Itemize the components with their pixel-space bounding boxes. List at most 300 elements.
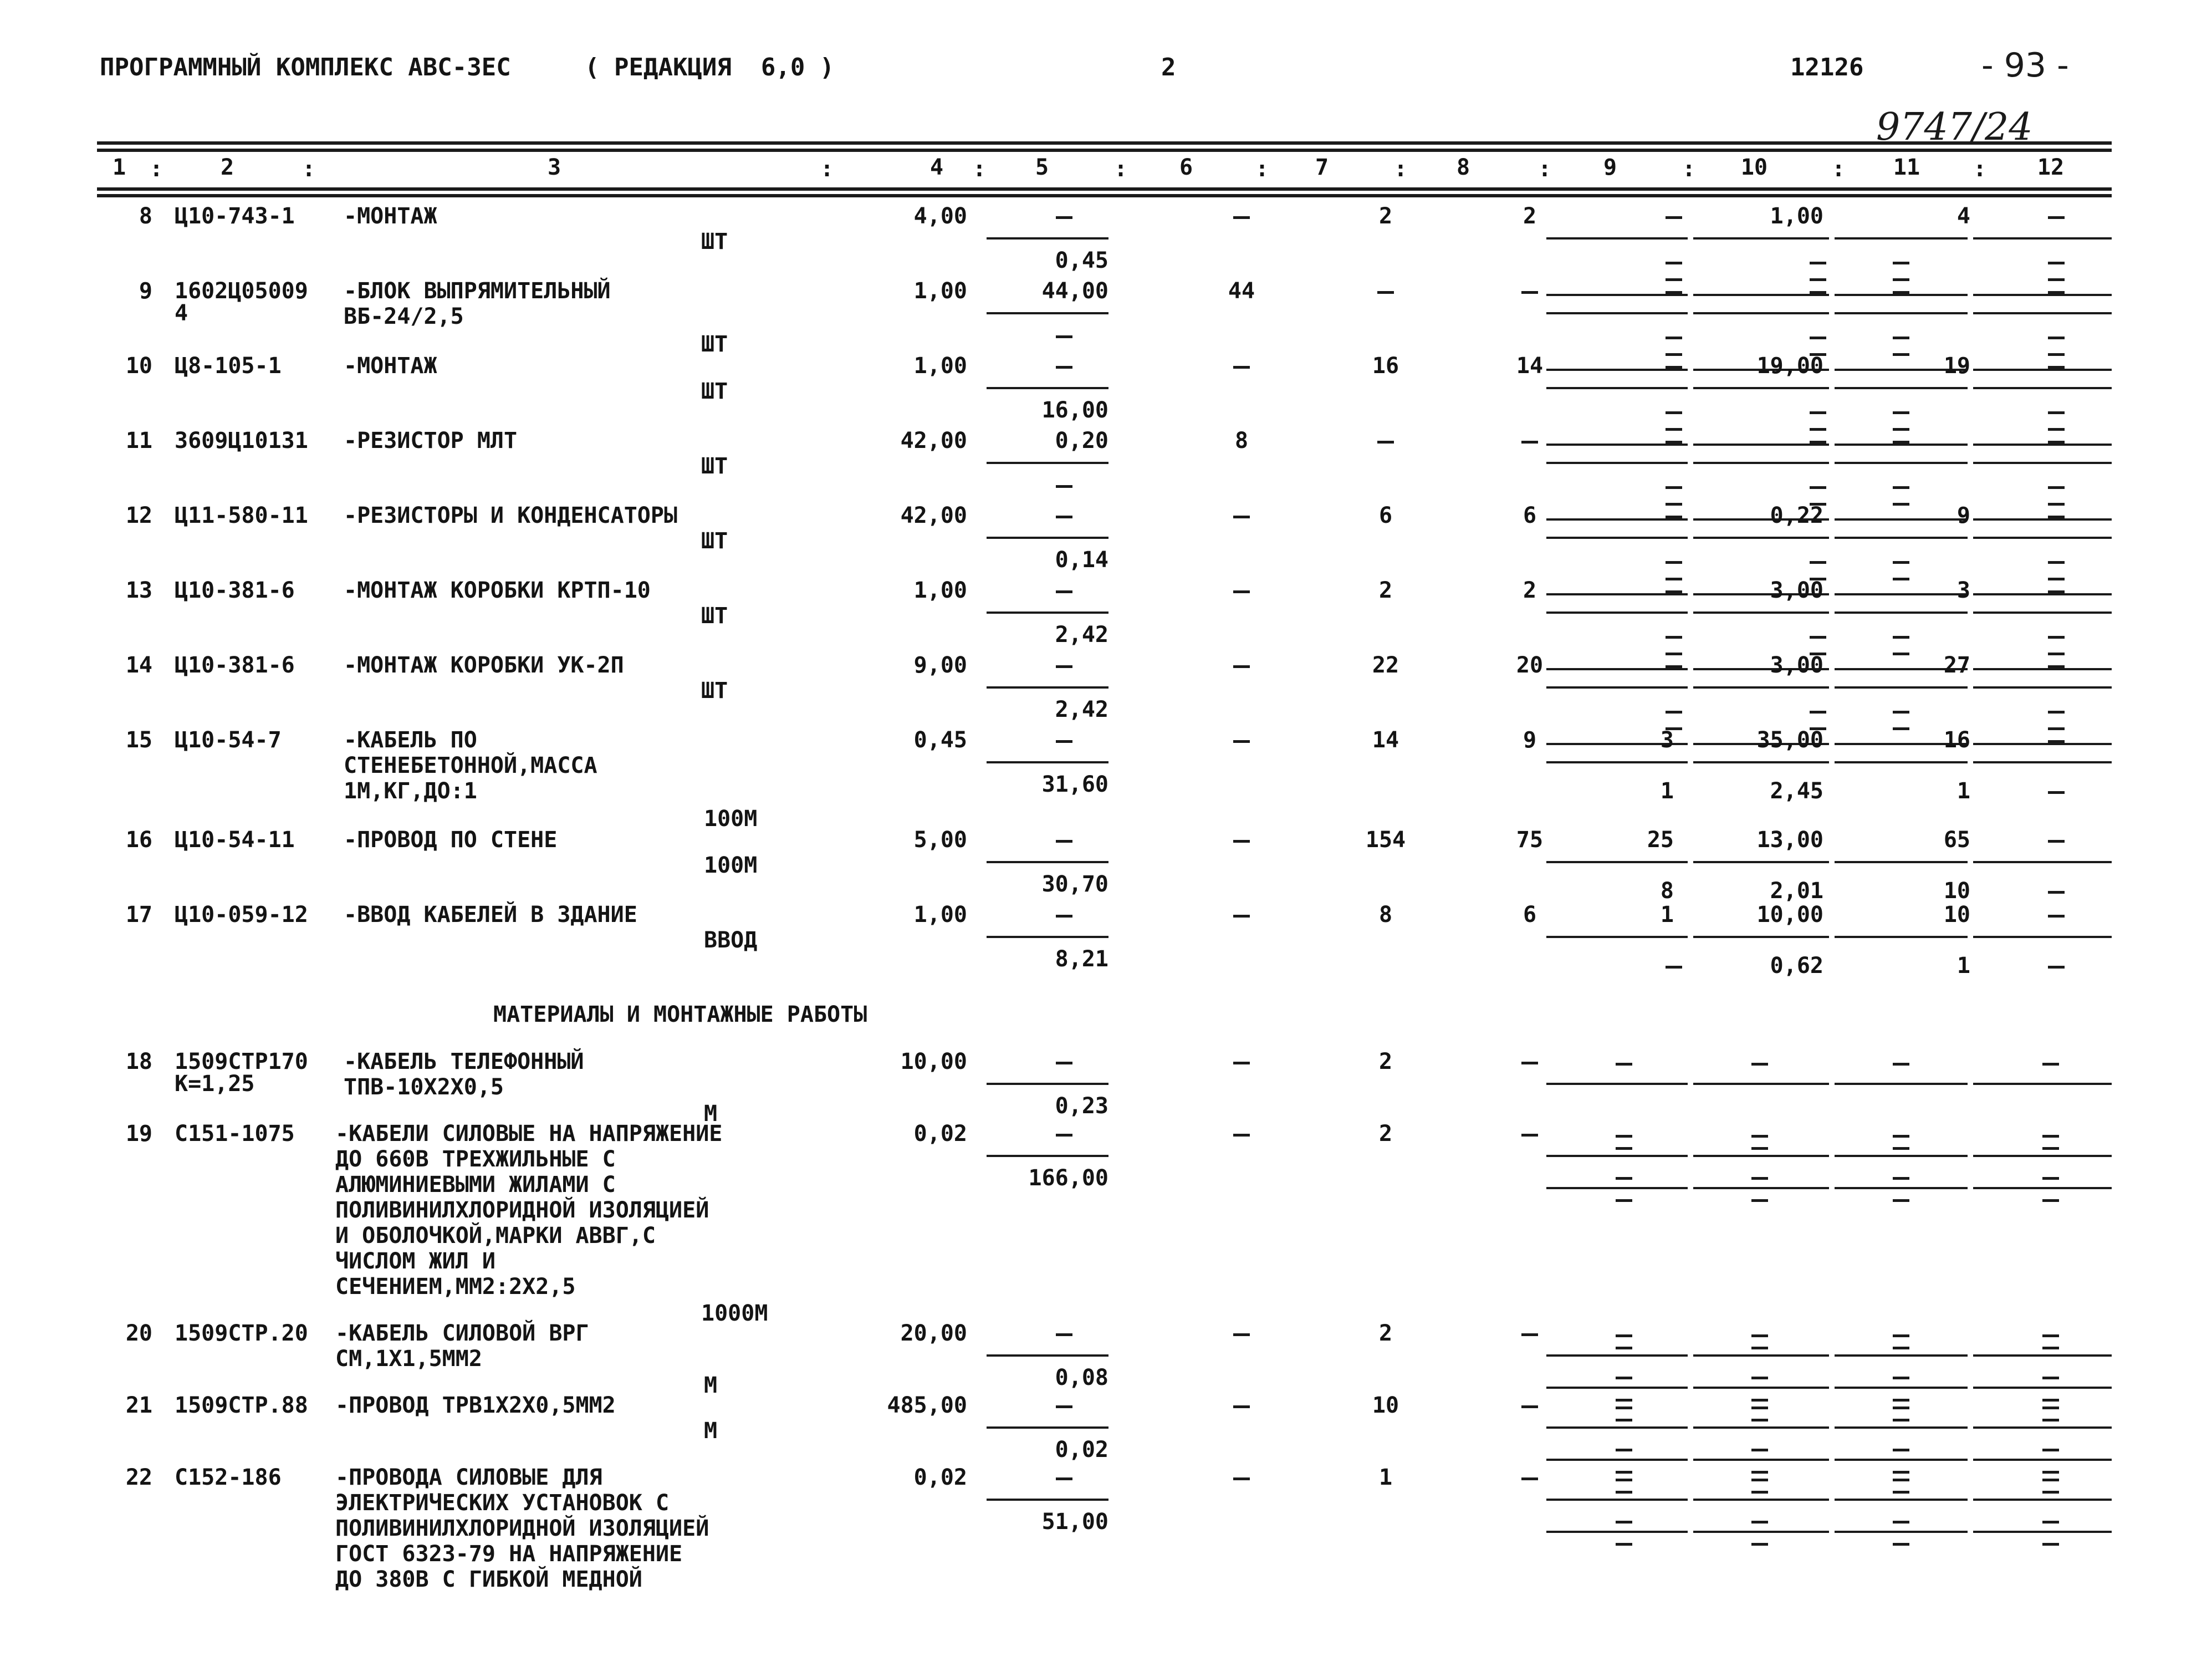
empty-cell-dash <box>2042 1407 2059 1409</box>
col8-value: 75 <box>1516 827 1544 853</box>
col8-value: 14 <box>1516 353 1544 379</box>
c9-rule <box>1546 294 1688 296</box>
c12-value <box>2048 441 2065 444</box>
c12-rule <box>1973 462 2112 464</box>
c9-value <box>1666 291 1682 294</box>
stack-rule <box>1973 1426 2112 1429</box>
empty-cell-dash <box>1751 1135 1768 1138</box>
col5-value <box>1056 590 1072 593</box>
col6-value <box>1233 1333 1250 1336</box>
empty-cell-dash <box>1893 1147 1909 1150</box>
quantity: 0,02 <box>913 1121 967 1147</box>
resource-code: Ц11-580-11 <box>175 503 308 528</box>
c10-value: 3,00 <box>1770 578 1823 603</box>
c9-value: 25 <box>1647 827 1674 853</box>
stack-rule <box>1835 1187 1968 1189</box>
quantity: 1,00 <box>913 578 967 603</box>
col7-value <box>1377 441 1394 444</box>
col5-value: 51,00 <box>1041 1509 1108 1535</box>
item-name: И ОБОЛОЧКОЙ,МАРКИ АВВГ,С <box>335 1223 656 1249</box>
c12-value <box>2048 891 2065 894</box>
c9-value <box>1666 411 1682 414</box>
col5-rule <box>987 387 1108 389</box>
item-name: -ПРОВОД ПО СТЕНЕ <box>344 827 558 853</box>
c10-value <box>1810 441 1826 444</box>
col5-rule <box>987 936 1108 938</box>
col5-value <box>1056 1333 1072 1336</box>
column-header: 2 <box>220 155 234 180</box>
col5-value <box>1056 915 1072 918</box>
c11-value <box>1893 337 1909 339</box>
col8-value <box>1521 1405 1538 1408</box>
c11-rule <box>1835 444 1968 446</box>
c10-value: 35,00 <box>1756 727 1823 753</box>
item-name: -МОНТАЖ <box>344 203 437 229</box>
c11-value: 27 <box>1943 653 1970 678</box>
empty-cell-dash <box>1751 1521 1768 1523</box>
empty-cell-dash <box>1893 1521 1909 1523</box>
c12-rule <box>1973 537 2112 539</box>
empty-cell-dash <box>1893 1399 1909 1402</box>
c10-rule <box>1693 387 1829 389</box>
c11-rule <box>1835 462 1968 464</box>
c9-rule <box>1546 612 1688 614</box>
c12-rule <box>1973 518 2112 521</box>
col5-rule <box>987 1354 1108 1357</box>
quantity: 42,00 <box>900 428 967 454</box>
empty-cell-dash <box>1751 1177 1768 1180</box>
column-header: 8 <box>1456 155 1470 180</box>
resource-code: 1509СТР.20 <box>175 1321 308 1346</box>
empty-cell-dash <box>1893 1334 1909 1337</box>
col5-value <box>1056 485 1072 488</box>
c12-value <box>2048 740 2065 743</box>
c10-value: 13,00 <box>1756 827 1823 853</box>
col6-value <box>1233 915 1250 918</box>
c12-rule <box>1973 668 2112 670</box>
column-separator: : <box>1255 156 1269 182</box>
col6-value: 8 <box>1234 428 1249 454</box>
column-header: 1 <box>112 155 126 180</box>
stack-rule <box>1973 1531 2112 1533</box>
empty-cell-dash <box>1751 1543 1768 1546</box>
c12-rule <box>1973 761 2112 763</box>
row-number: 11 <box>125 428 152 454</box>
item-name: ПОЛИВИНИЛХЛОРИДНОЙ ИЗОЛЯЦИЕЙ <box>335 1516 709 1541</box>
col5-value <box>1056 665 1072 668</box>
resource-code: Ц10-54-11 <box>175 827 295 853</box>
c11-rule <box>1835 294 1968 296</box>
empty-cell-dash <box>2042 1347 2059 1349</box>
c12-value <box>2048 216 2065 219</box>
col6-value <box>1233 216 1250 219</box>
c11-rule <box>1835 612 1968 614</box>
col5-value: 2,42 <box>1055 622 1108 648</box>
quantity: 1,00 <box>913 902 967 928</box>
unit: 100М <box>704 853 758 878</box>
c9-value <box>1666 561 1682 564</box>
col8-value: 20 <box>1516 653 1544 678</box>
quantity: 0,45 <box>913 727 967 753</box>
column-header: 9 <box>1603 155 1617 180</box>
empty-cell-dash <box>2042 1147 2059 1150</box>
col5-rule <box>987 686 1108 689</box>
c11-value: 10 <box>1943 878 1970 904</box>
item-name: -ПРОВОДА СИЛОВЫЕ ДЛЯ <box>335 1465 602 1490</box>
document-code: 12126 <box>1790 53 1864 81</box>
c11-value <box>1893 411 1909 414</box>
empty-cell-dash <box>2042 1479 2059 1481</box>
c10-value <box>1810 337 1826 339</box>
col5-value <box>1056 1134 1072 1137</box>
unit: М <box>704 1101 718 1127</box>
stack-rule <box>1973 1083 2112 1085</box>
item-name: -КАБЕЛИ СИЛОВЫЕ НА НАПРЯЖЕНИЕ <box>335 1121 723 1147</box>
c11-rule <box>1835 312 1968 314</box>
column-header: 7 <box>1315 155 1329 180</box>
c10-value <box>1810 711 1826 714</box>
c10-rule <box>1693 237 1829 240</box>
stack-rule <box>1973 1499 2112 1501</box>
empty-cell-dash <box>1751 1491 1768 1494</box>
c10-rule <box>1693 444 1829 446</box>
unit: М <box>704 1373 718 1398</box>
c12-rule <box>1973 861 2112 863</box>
item-name: -РЕЗИСТОР МЛТ <box>344 428 518 454</box>
col8-value: 6 <box>1523 902 1537 928</box>
resource-code: С152-186 <box>175 1465 282 1490</box>
col5-value <box>1056 335 1072 338</box>
stack-rule <box>1546 1459 1688 1461</box>
stack-rule <box>1835 1426 1968 1429</box>
stack-rule <box>1973 1187 2112 1189</box>
col5-value <box>1056 516 1072 518</box>
item-name: -ВВОД КАБЕЛЕЙ В ЗДАНИЕ <box>344 902 637 928</box>
row-number: 15 <box>125 727 152 753</box>
column-separator: : <box>1832 156 1846 182</box>
empty-cell-dash <box>1893 1449 1909 1451</box>
col8-value: 2 <box>1523 578 1537 603</box>
row-number: 9 <box>139 278 152 304</box>
col8-value <box>1521 1333 1538 1336</box>
column-separator: : <box>1682 156 1696 182</box>
c12-value <box>2048 516 2065 518</box>
empty-cell-dash <box>2042 1377 2059 1379</box>
stack-rule <box>1835 1387 1968 1389</box>
col5-value: 0,08 <box>1055 1365 1108 1390</box>
resource-code: 1509СТР.88 <box>175 1393 308 1418</box>
empty-cell-dash <box>1893 1491 1909 1494</box>
c10-rule <box>1693 861 1829 863</box>
empty-cell-dash <box>1616 1491 1632 1494</box>
col7-value: 154 <box>1365 827 1406 853</box>
resource-code: Ц8-105-1 <box>175 353 282 379</box>
c10-rule <box>1693 612 1829 614</box>
quantity: 4,00 <box>913 203 967 229</box>
c12-value <box>2048 711 2065 714</box>
empty-cell-dash <box>1751 1334 1768 1337</box>
c11-rule <box>1835 387 1968 389</box>
empty-cell-dash <box>1893 1471 1909 1474</box>
col7-value: 16 <box>1372 353 1399 379</box>
c9-value: 1 <box>1660 778 1674 804</box>
empty-cell-dash <box>1893 1543 1909 1546</box>
column-header: 11 <box>1893 155 1920 180</box>
col5-rule <box>987 312 1108 314</box>
stack-rule <box>1835 1354 1968 1357</box>
col6-value <box>1233 1062 1250 1064</box>
column-separator: : <box>820 156 834 182</box>
column-separator: : <box>1394 156 1408 182</box>
c12-rule <box>1973 237 2112 240</box>
quantity: 1,00 <box>913 353 967 379</box>
row-number: 12 <box>125 503 152 528</box>
col5-value: 31,60 <box>1041 772 1108 797</box>
stack-rule <box>1973 1354 2112 1357</box>
c11-value <box>1893 503 1909 506</box>
item-name: -МОНТАЖ КОРОБКИ УК-2П <box>344 653 624 678</box>
c11-rule <box>1835 936 1968 938</box>
c12-value <box>2048 578 2065 580</box>
c9-value <box>1666 486 1682 489</box>
empty-cell-dash <box>1616 1399 1632 1402</box>
c11-value <box>1893 278 1909 281</box>
stack-rule <box>1693 1499 1829 1501</box>
col5-value: 2,42 <box>1055 697 1108 722</box>
c9-value <box>1666 366 1682 369</box>
c11-value <box>1893 727 1909 730</box>
empty-cell-dash <box>1616 1199 1632 1202</box>
empty-cell-dash <box>1751 1347 1768 1349</box>
c11-value: 3 <box>1956 578 1970 603</box>
c12-value <box>2048 262 2065 264</box>
empty-cell-dash <box>1893 1479 1909 1481</box>
empty-cell-dash <box>1616 1347 1632 1349</box>
col6-value <box>1233 840 1250 843</box>
empty-cell-dash <box>1616 1407 1632 1409</box>
c11-value <box>1893 711 1909 714</box>
col7-value: 14 <box>1372 727 1399 753</box>
empty-cell-dash <box>1616 1135 1632 1138</box>
col8-value: 2 <box>1523 203 1537 229</box>
item-name: -БЛОК ВЫПРЯМИТЕЛЬНЫЙ <box>344 278 611 304</box>
row-number: 20 <box>125 1321 152 1346</box>
c9-value <box>1666 636 1682 639</box>
empty-cell-dash <box>1751 1479 1768 1481</box>
col5-value: 16,00 <box>1041 398 1108 423</box>
col5-value: 0,23 <box>1055 1093 1108 1119</box>
col5-value: 8,21 <box>1055 946 1108 972</box>
row-number: 19 <box>125 1121 152 1147</box>
c11-value <box>1893 428 1909 431</box>
empty-cell-dash <box>2042 1399 2059 1402</box>
item-name: -ПРОВОД ТРВ1Х2Х0,5ММ2 <box>335 1393 616 1418</box>
c9-value: 3 <box>1660 727 1674 753</box>
empty-cell-dash <box>2042 1521 2059 1523</box>
col8-value: 9 <box>1523 727 1537 753</box>
c12-value <box>2048 486 2065 489</box>
c11-rule <box>1835 686 1968 689</box>
c12-value <box>2048 665 2065 668</box>
c9-rule <box>1546 444 1688 446</box>
c11-value: 4 <box>1956 203 1970 229</box>
c12-value <box>2048 366 2065 369</box>
c12-value <box>2048 353 2065 356</box>
empty-cell-dash <box>1751 1063 1768 1066</box>
empty-cell-dash <box>1751 1147 1768 1150</box>
col6-value <box>1233 366 1250 369</box>
c11-value: 16 <box>1943 727 1970 753</box>
row-number: 10 <box>125 353 152 379</box>
col5-rule <box>987 1083 1108 1085</box>
empty-cell-dash <box>1893 1347 1909 1349</box>
col6-value <box>1233 1134 1250 1137</box>
item-name: -МОНТАЖ КОРОБКИ КРТП-10 <box>344 578 651 603</box>
c12-rule <box>1973 294 2112 296</box>
stack-rule <box>1973 1387 2112 1389</box>
c9-value: 8 <box>1660 878 1674 904</box>
col5-rule <box>987 1426 1108 1429</box>
c9-value <box>1666 578 1682 580</box>
column-header: 10 <box>1740 155 1768 180</box>
c10-rule <box>1693 294 1829 296</box>
c11-rule <box>1835 861 1968 863</box>
c11-value <box>1893 653 1909 655</box>
c10-value <box>1810 486 1826 489</box>
col8-value <box>1521 1062 1538 1064</box>
resource-code: Ц10-743-1 <box>175 203 295 229</box>
row-number: 8 <box>139 203 152 229</box>
column-header: 3 <box>547 155 561 180</box>
col6-value <box>1233 590 1250 593</box>
stack-rule <box>1693 1459 1829 1461</box>
c10-rule <box>1693 312 1829 314</box>
resource-code: Ц10-381-6 <box>175 578 295 603</box>
stack-rule <box>1546 1499 1688 1501</box>
item-name: ЭЛЕКТРИЧЕСКИХ УСТАНОВОК С <box>335 1490 670 1516</box>
col8-value <box>1521 1134 1538 1137</box>
col8-value <box>1521 291 1538 294</box>
c10-value: 1,00 <box>1770 203 1823 229</box>
unit: ШТ <box>701 229 728 254</box>
c12-value <box>2048 590 2065 593</box>
empty-cell-dash <box>1616 1063 1632 1066</box>
col8-value: 6 <box>1523 503 1537 528</box>
c9-rule <box>1546 537 1688 539</box>
c12-value <box>2048 727 2065 730</box>
unit: ШТ <box>701 379 728 404</box>
c12-value <box>2048 278 2065 281</box>
empty-cell-dash <box>1751 1471 1768 1474</box>
c12-rule <box>1973 743 2112 745</box>
c12-value <box>2048 966 2065 969</box>
unit: ШТ <box>701 454 728 479</box>
c10-value: 2,45 <box>1770 778 1823 804</box>
column-separator: : <box>1973 156 1987 182</box>
stack-rule <box>1693 1387 1829 1389</box>
c12-rule <box>1973 686 2112 689</box>
col5-value: 0,14 <box>1055 547 1108 573</box>
c9-value <box>1666 590 1682 593</box>
c10-value <box>1810 636 1826 639</box>
col7-value: 2 <box>1378 203 1393 229</box>
col6-value <box>1233 740 1250 743</box>
col7-value: 2 <box>1378 1321 1393 1346</box>
col5-value: 0,45 <box>1055 248 1108 273</box>
header-rule-top-2 <box>97 149 2112 152</box>
empty-cell-dash <box>1751 1449 1768 1451</box>
empty-cell-dash <box>1616 1543 1632 1546</box>
column-header: 5 <box>1035 155 1049 180</box>
c10-rule <box>1693 936 1829 938</box>
c10-value <box>1810 561 1826 564</box>
col7-value: 2 <box>1378 578 1393 603</box>
empty-cell-dash <box>2042 1449 2059 1451</box>
c9-rule <box>1546 936 1688 938</box>
row-number: 18 <box>125 1049 152 1074</box>
stack-rule <box>1693 1155 1829 1157</box>
empty-cell-dash <box>1893 1199 1909 1202</box>
empty-cell-dash <box>2042 1063 2059 1066</box>
empty-cell-dash <box>1751 1399 1768 1402</box>
c10-value <box>1810 278 1826 281</box>
item-name: СЕЧЕНИЕМ,ММ2:2Х2,5 <box>335 1274 576 1300</box>
col6-value <box>1233 516 1250 518</box>
empty-cell-dash <box>1616 1479 1632 1481</box>
c11-value <box>1893 486 1909 489</box>
stack-rule <box>1973 1459 2112 1461</box>
col5-rule <box>987 237 1108 240</box>
c12-value <box>2048 636 2065 639</box>
col5-value <box>1056 1405 1072 1408</box>
quantity: 485,00 <box>887 1393 967 1418</box>
item-name: СТЕНЕБЕТОННОЙ,МАССА <box>344 753 597 778</box>
item-name: ЧИСЛОМ ЖИЛ И <box>335 1249 495 1274</box>
col5-rule <box>987 761 1108 763</box>
resource-code: Ц10-381-6 <box>175 653 295 678</box>
col7-value: 10 <box>1372 1393 1399 1418</box>
column-header: 12 <box>2037 155 2065 180</box>
c10-value: 10,00 <box>1756 902 1823 928</box>
c10-value: 0,22 <box>1770 503 1823 528</box>
quantity: 1,00 <box>913 278 967 304</box>
c11-value: 9 <box>1956 503 1970 528</box>
empty-cell-dash <box>2042 1199 2059 1202</box>
col5-value: 166,00 <box>1028 1165 1108 1191</box>
c9-value <box>1666 503 1682 506</box>
stack-rule <box>1835 1531 1968 1533</box>
c11-value: 10 <box>1943 902 1970 928</box>
col5-value: 30,70 <box>1041 872 1108 897</box>
unit: ШТ <box>701 603 728 629</box>
col7-value: 8 <box>1378 902 1393 928</box>
c10-value <box>1810 291 1826 294</box>
col5-value: 44,00 <box>1041 278 1108 304</box>
c12-rule <box>1973 369 2112 371</box>
col7-value <box>1377 291 1394 294</box>
unit: ШТ <box>701 678 728 704</box>
item-name: АЛЮМИНИЕВЫМИ ЖИЛАМИ С <box>335 1172 616 1198</box>
item-name: ДО 660В ТРЕХЖИЛЬНЫЕ С <box>335 1147 616 1172</box>
c9-value: 1 <box>1660 902 1674 928</box>
col5-rule <box>987 1499 1108 1501</box>
c9-value <box>1666 711 1682 714</box>
unit: ШТ <box>701 332 728 357</box>
col7-value: 2 <box>1378 1121 1393 1147</box>
stack-rule <box>1835 1083 1968 1085</box>
c11-rule <box>1835 537 1968 539</box>
empty-cell-dash <box>1893 1177 1909 1180</box>
